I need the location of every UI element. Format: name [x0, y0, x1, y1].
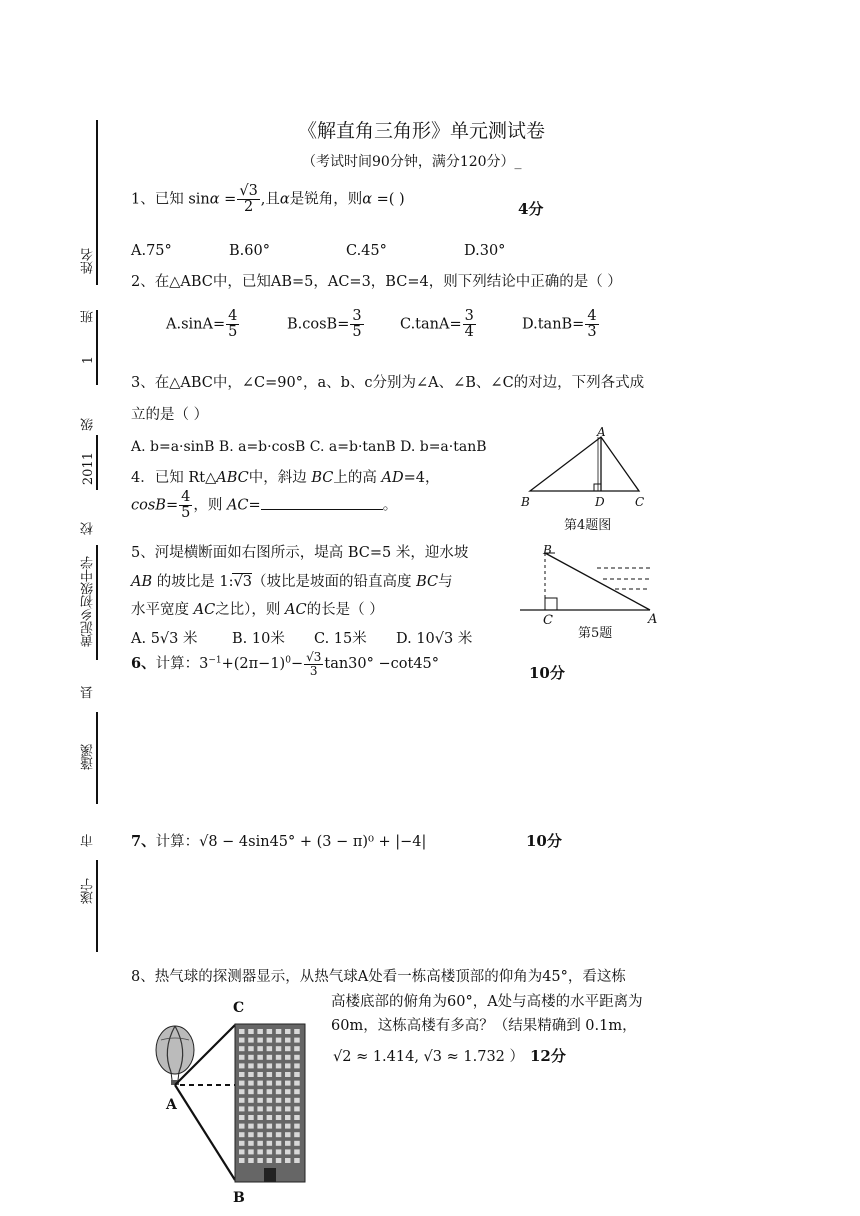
building-window — [257, 1063, 263, 1068]
question-2-stem: 2、在△ABC中，已知AB=5，AC=3，BC=4，则下列结论中正确的是（ ） — [131, 274, 622, 290]
building-window — [285, 1115, 291, 1120]
sidebar-year: 2011 — [81, 452, 96, 486]
question-4-line-1: 4．已知 Rt△ABC中，斜边 BC上的高 AD=4， — [131, 470, 440, 486]
building-window — [239, 1098, 245, 1103]
building-window — [267, 1115, 273, 1120]
question-8-score: 12分 — [530, 1047, 566, 1065]
building-window — [239, 1038, 245, 1043]
binding-line-1 — [96, 120, 98, 285]
building-window — [257, 1115, 263, 1120]
building-window — [257, 1081, 263, 1086]
page-title: 《解直角三角形》单元测试卷 — [298, 120, 546, 142]
question-8-line-4: √2 ≈ 1.414, √3 ≈ 1.732 ） — [333, 1049, 525, 1065]
building-window — [239, 1106, 245, 1111]
building-window — [276, 1029, 282, 1034]
building-window — [294, 1046, 300, 1051]
building-window — [285, 1081, 291, 1086]
question-5-option-b: B. 10米 — [232, 631, 285, 647]
building-window — [257, 1046, 263, 1051]
question-1-option-a: A.75° — [131, 243, 172, 259]
building-icon — [235, 1024, 305, 1182]
building-window — [276, 1141, 282, 1146]
building-window — [285, 1046, 291, 1051]
sidebar-county-label: 县 — [81, 686, 96, 699]
building-window — [267, 1106, 273, 1111]
building-window — [257, 1132, 263, 1137]
question-5-option-a: A. 5√3 米 — [131, 631, 198, 647]
question-1-option-c: C.45° — [346, 243, 387, 259]
building-window — [257, 1149, 263, 1154]
binding-line-5 — [96, 712, 98, 804]
building-window — [294, 1141, 300, 1146]
building-window — [239, 1149, 245, 1154]
building-window — [267, 1072, 273, 1077]
building-window — [285, 1141, 291, 1146]
figure-q5-label-a: A — [648, 612, 658, 627]
question-3-line-2: 立的是（ ） — [131, 407, 209, 423]
building-window — [294, 1149, 300, 1154]
building-window — [239, 1089, 245, 1094]
building-window — [248, 1106, 254, 1111]
question-3-options: A. b=a·sinB B. a=b·cosB C. a=b·tanB D. b=a·tanB — [131, 439, 487, 455]
building-window — [285, 1029, 291, 1034]
building-window — [267, 1132, 273, 1137]
building-window — [276, 1132, 282, 1137]
figure-q4-label-c: C — [635, 495, 645, 509]
building-window — [267, 1089, 273, 1094]
building-window — [239, 1141, 245, 1146]
building-window — [239, 1132, 245, 1137]
building-window — [285, 1158, 291, 1163]
building-window — [267, 1038, 273, 1043]
building-window — [285, 1055, 291, 1060]
building-window — [276, 1089, 282, 1094]
building-window — [294, 1124, 300, 1129]
building-window — [248, 1132, 254, 1137]
building-window — [294, 1063, 300, 1068]
building-window — [257, 1038, 263, 1043]
sidebar-school-label: 校 — [81, 522, 96, 535]
building-window — [285, 1038, 291, 1043]
question-5-line-3: 水平宽度 AC之比），则 AC的长是（ ） — [131, 602, 384, 618]
building-window — [276, 1158, 282, 1163]
binding-line-3 — [96, 435, 98, 490]
building-window — [276, 1081, 282, 1086]
building-window — [276, 1124, 282, 1129]
building-window — [257, 1158, 263, 1163]
figure-q5-label-b: B — [543, 543, 552, 557]
question-4-line-2: cosB= $\frac{4}{5}$ ，则 AC= 。 — [131, 489, 398, 522]
question-3-line-1: 3、在△ABC中，∠C=90°，a、b、c分别为∠A、∠B、∠C的对边，下列各式成 — [131, 375, 645, 391]
building-window — [276, 1115, 282, 1120]
building-window — [248, 1029, 254, 1034]
building-window — [257, 1106, 263, 1111]
figure-q8-label-b: B — [233, 1190, 245, 1206]
building-window — [257, 1141, 263, 1146]
figure-q4-triangle — [515, 428, 655, 508]
building-window — [267, 1149, 273, 1154]
building-window — [267, 1055, 273, 1060]
building-window — [248, 1081, 254, 1086]
building-window — [248, 1149, 254, 1154]
building-window — [267, 1063, 273, 1068]
building-window — [276, 1055, 282, 1060]
building-window — [248, 1158, 254, 1163]
building-window — [257, 1124, 263, 1129]
building-window — [285, 1149, 291, 1154]
building-window — [248, 1124, 254, 1129]
question-2-option-a: A.sinA= $\frac{4}{5}$ — [166, 308, 238, 341]
building-window — [294, 1089, 300, 1094]
hot-air-balloon-icon — [156, 1026, 194, 1085]
building-window — [285, 1063, 291, 1068]
building-window — [239, 1115, 245, 1120]
answer-blank[interactable] — [261, 497, 383, 510]
building-window — [267, 1124, 273, 1129]
building-window — [239, 1158, 245, 1163]
question-8-line-3: 60m，这栋高楼有多高？（结果精确到 0.1m， — [331, 1018, 637, 1034]
building-window — [239, 1029, 245, 1034]
building-window — [285, 1089, 291, 1094]
question-5-line-2: AB 的坡比是 1:√3（坡比是坡面的铅直高度 BC与 — [131, 574, 453, 590]
building-window — [294, 1029, 300, 1034]
building-window — [257, 1089, 263, 1094]
sidebar-city-label: 市 — [81, 834, 96, 847]
question-5-option-d: D. 10√3 米 — [396, 631, 473, 647]
building-window — [248, 1089, 254, 1094]
figure-q4-caption: 第4题图 — [564, 518, 612, 533]
question-7-stem: 7、计算：√8 − 4sin45° + (3 − π)⁰ + |−4| — [131, 833, 427, 850]
figure-q8-label-a: A — [166, 1097, 177, 1113]
question-5-option-c: C. 15米 — [314, 631, 367, 647]
question-2-option-d: D.tanB= $\frac{4}{3}$ — [522, 308, 597, 341]
figure-q4-label-a: A — [597, 425, 606, 439]
question-7-score: 10分 — [526, 832, 562, 850]
question-1-option-b: B.60° — [229, 243, 270, 259]
building-window — [248, 1115, 254, 1120]
question-2-option-b: B.cosB= $\frac{3}{5}$ — [287, 308, 362, 341]
figure-q5-label-c: C — [543, 613, 553, 628]
building-window — [239, 1124, 245, 1129]
building-window — [285, 1106, 291, 1111]
sidebar-class-label: 班 — [81, 310, 96, 323]
building-window — [248, 1072, 254, 1077]
building-window — [276, 1063, 282, 1068]
building-window — [267, 1081, 273, 1086]
building-window — [257, 1055, 263, 1060]
question-1-option-d: D.30° — [464, 243, 506, 259]
building-window — [248, 1063, 254, 1068]
building-window — [294, 1158, 300, 1163]
binding-line-6 — [96, 860, 98, 952]
building-window — [267, 1098, 273, 1103]
question-6-stem: 6、计算：$3^{-1}+(2\pi-1)^0-$ $\frac{√3}{3}$ tan30° −cot45° — [131, 650, 440, 678]
building-window — [294, 1106, 300, 1111]
figure-q8-label-c: C — [233, 1000, 245, 1016]
question-8-line-2: 高楼底部的俯角为60°，A处与高楼的水平距离为 — [331, 994, 643, 1010]
building-window — [267, 1029, 273, 1034]
building-window — [294, 1072, 300, 1077]
building-window — [248, 1098, 254, 1103]
building-window — [294, 1081, 300, 1086]
building-window — [294, 1132, 300, 1137]
building-window — [276, 1098, 282, 1103]
binding-line-2 — [96, 310, 98, 385]
building-window — [239, 1063, 245, 1068]
building-window — [276, 1149, 282, 1154]
building-window — [257, 1029, 263, 1034]
sidebar-county-name: 蓬溪 — [81, 744, 96, 770]
question-5-line-1: 5、河堤横断面如右图所示，堤高 BC=5 米，迎水坡 — [131, 545, 469, 561]
building-window — [248, 1046, 254, 1051]
figure-q5-caption: 第5题 — [578, 626, 613, 641]
building-window — [248, 1038, 254, 1043]
building-window — [239, 1055, 245, 1060]
building-window — [276, 1038, 282, 1043]
building-window — [257, 1072, 263, 1077]
building-window — [248, 1055, 254, 1060]
building-window — [257, 1098, 263, 1103]
building-window — [276, 1046, 282, 1051]
building-window — [294, 1115, 300, 1120]
building-window — [248, 1141, 254, 1146]
building-window — [267, 1158, 273, 1163]
sidebar-name-label: 姓名 — [81, 248, 96, 274]
page-subtitle: （考试时间90分钟，满分120分）_ — [302, 154, 522, 170]
sidebar-grade-label: 级 — [81, 418, 96, 431]
building-window — [285, 1098, 291, 1103]
question-1-score: 4分 — [518, 200, 544, 218]
building-window — [239, 1046, 245, 1051]
figure-q4-label-d: D — [595, 495, 605, 509]
sidebar-class-no: 1 — [81, 356, 96, 365]
building-window — [294, 1038, 300, 1043]
building-window — [294, 1055, 300, 1060]
sidebar-city-name: 遂宁 — [81, 878, 96, 904]
building-window — [285, 1124, 291, 1129]
building-window — [285, 1132, 291, 1137]
question-1-stem: 1、已知 sinα = $\frac{√3}{2}$ ,且α是锐角，则α =( ) — [131, 183, 405, 216]
question-2-option-c: C.tanA= $\frac{3}{4}$ — [400, 308, 474, 341]
building-window — [276, 1072, 282, 1077]
figure-q4-label-b: B — [521, 495, 530, 509]
building-window — [239, 1081, 245, 1086]
question-8-line-1: 8、热气球的探测器显示，从热气球A处看一栋高楼顶部的仰角为45°，看这栋 — [131, 969, 626, 985]
sidebar-school-name: 黄泥乡初级中学 — [81, 556, 96, 647]
building-window — [276, 1106, 282, 1111]
building-window — [267, 1141, 273, 1146]
building-window — [285, 1072, 291, 1077]
question-6-score: 10分 — [529, 664, 565, 682]
building-window — [267, 1046, 273, 1051]
building-window — [294, 1098, 300, 1103]
binding-line-4 — [96, 545, 98, 660]
building-window — [239, 1072, 245, 1077]
figure-q5-embankment — [515, 545, 660, 615]
